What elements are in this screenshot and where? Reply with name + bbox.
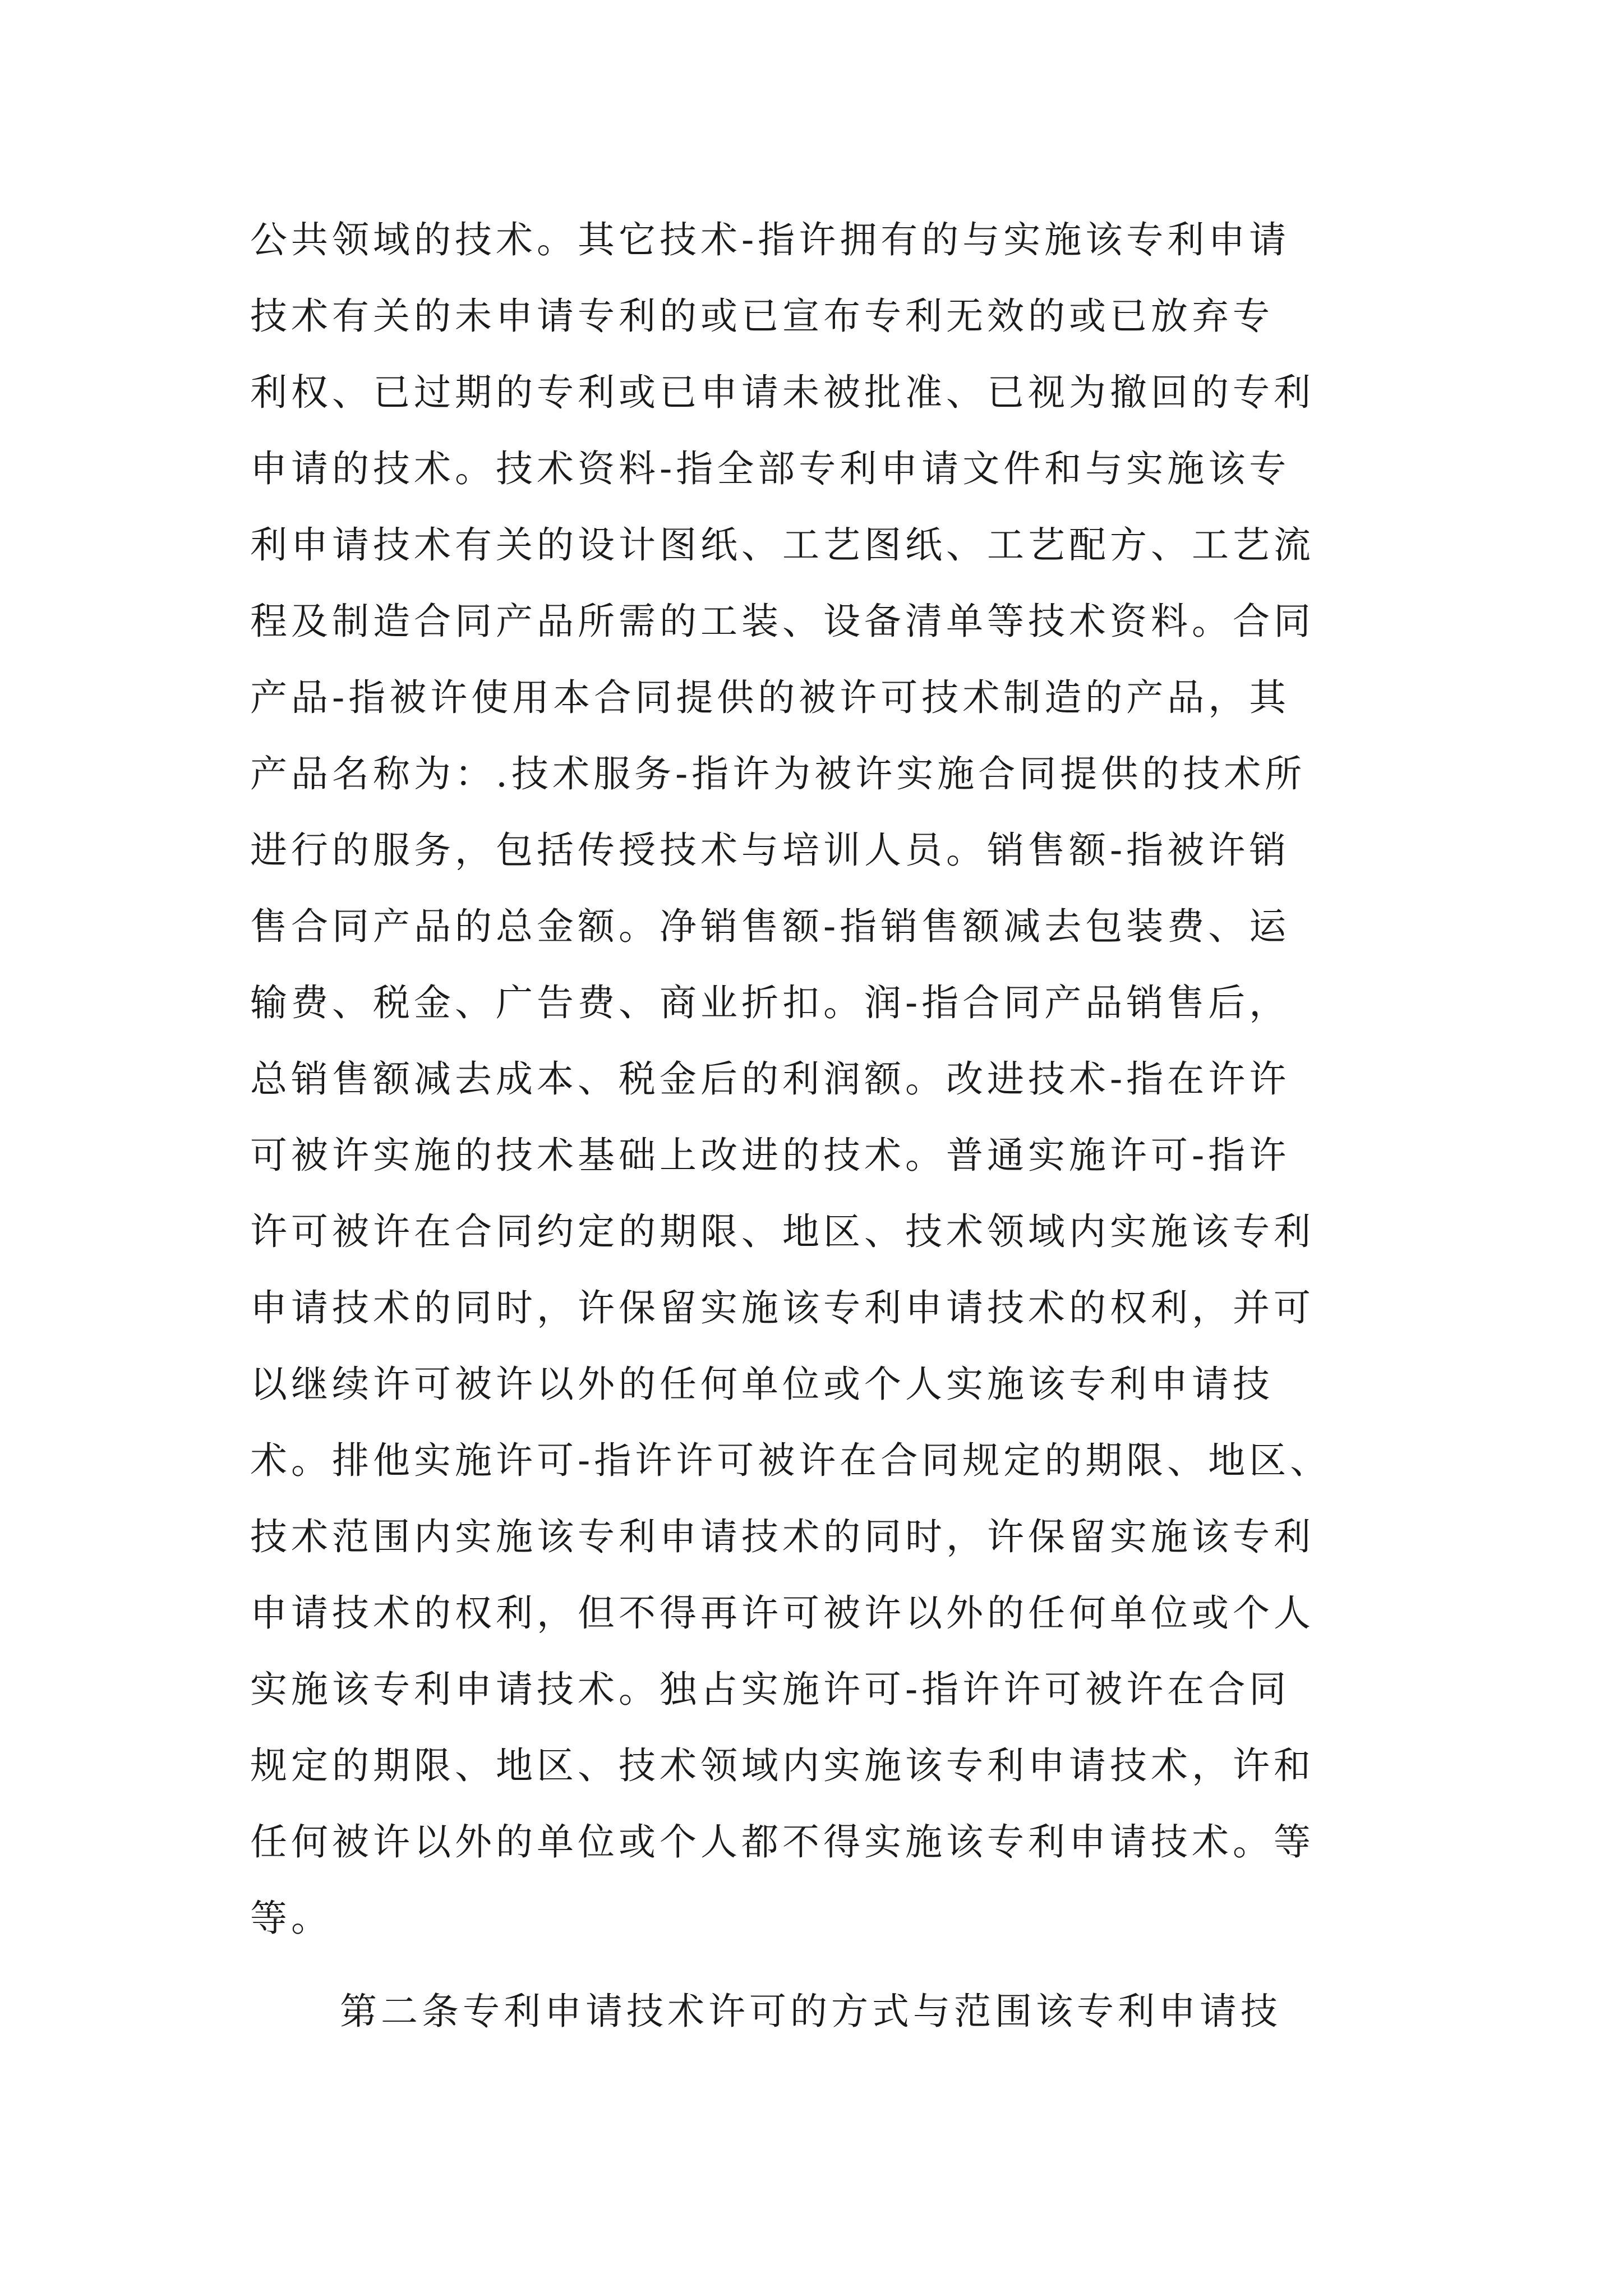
text-line: 利申请技术有关的设计图纸、工艺图纸、工艺配方、工艺流 [250, 523, 1315, 567]
text-line: 以继续许可被许以外的任何单位或个人实施该专利申请技 [250, 1363, 1274, 1406]
paragraph-spacer [250, 1957, 1394, 1973]
text-line: 利权、已过期的专利或已申请未被批准、已视为撤回的专利 [250, 371, 1315, 414]
text-line: 申请技术的同时，许保留实施该专利申请技术的权利，并可 [250, 1286, 1315, 1329]
text-line: 申请技术的权利，但不得再许可被许以外的任何单位或个人 [250, 1591, 1315, 1635]
text-line: 售合同产品的总金额。净销售额-指销售额减去包装费、运 [250, 905, 1290, 948]
text-line: 申请的技术。技术资料-指全部专利申请文件和与实施该专 [250, 447, 1290, 490]
text-line: 许可被许在合同约定的期限、地区、技术领域内实施该专利 [250, 1210, 1315, 1253]
text-line: 技术范围内实施该专利申请技术的同时，许保留实施该专利 [250, 1515, 1315, 1558]
text-line: 等。 [250, 1897, 332, 1940]
text-line: 进行的服务，包括传授技术与培训人员。销售额-指被许销 [250, 829, 1290, 872]
text-line: 程及制造合同产品所需的工装、设备清单等技术资料。合同 [250, 600, 1315, 643]
text-line: 可被许实施的技术基础上改进的技术。普通实施许可-指许 [250, 1134, 1290, 1177]
text-line: 任何被许以外的单位或个人都不得实施该专利申请技术。等 [250, 1820, 1315, 1864]
text-line: 产品-指被许使用本合同提供的被许可技术制造的产品，其 [250, 676, 1290, 719]
text-line: 术。排他实施许可-指许许可被许在合同规定的期限、地区、 [250, 1439, 1331, 1482]
text-line: 实施该专利申请技术。独占实施许可-指许许可被许在合同 [250, 1668, 1290, 1711]
text-line: 总销售额减去成本、税金后的利润额。改进技术-指在许许 [250, 1057, 1290, 1101]
paragraph-1 [250, 202, 1394, 1957]
text-line: 公共领域的技术。其它技术-指许拥有的与实施该专利申请 [250, 218, 1290, 261]
text-line: 产品名称为：.技术服务-指许为被许实施合同提供的技术所 [250, 752, 1306, 795]
text-line: 技术有关的未申请专利的或已宣布专利无效的或已放弃专 [250, 295, 1274, 338]
text-line: 输费、税金、广告费、商业折扣。润-指合同产品销售后， [250, 981, 1290, 1024]
paragraph-2 [250, 1973, 1394, 2050]
body-text [250, 202, 1394, 2050]
text-line: 规定的期限、地区、技术领域内实施该专利申请技术，许和 [250, 1744, 1315, 1787]
text-line: 第二条专利申请技术许可的方式与范围该专利申请技 [340, 1990, 1281, 2033]
